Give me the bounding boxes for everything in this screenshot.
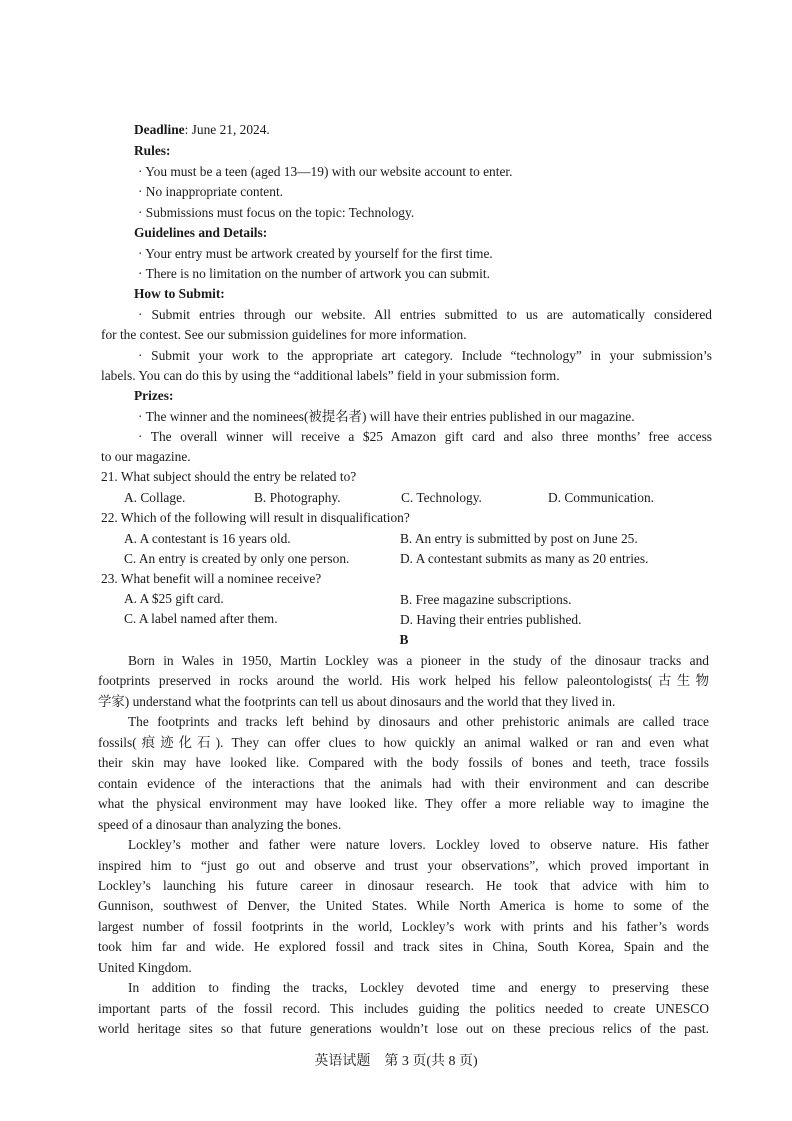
question-stem: 22. Which of the following will result in disqualification? [101, 510, 410, 525]
passage-line: what the physical environment may have looked like. They offer a more reliable way to imagine the [98, 796, 709, 811]
passage-line: largest number of fossil footprints in the world, Lockley’s work with prints and his father’s words [98, 919, 709, 934]
rule-item: · No inappropriate content. [138, 184, 284, 199]
passage-line: Lockley’s launching his future career in dinosaur research. He took that advice with him to [98, 878, 709, 893]
passage-line: speed of a dinosaur than analyzing the bones. [98, 817, 342, 832]
rules-heading: Rules: [134, 143, 171, 158]
answer-option: A. Collage. [124, 490, 186, 505]
rule-item: · You must be a teen (aged 13—19) with our website account to enter. [138, 164, 513, 179]
passage-line: fossils(痕迹化石). They can offer clues to how quickly an animal walked or ran and even what [98, 735, 709, 750]
prize-item-line: · The overall winner will receive a $25 Amazon gift card and also three months’ free access [138, 429, 712, 444]
how-item-line: · Submit your work to the appropriate art category. Include “technology” in your submission’s [138, 348, 712, 363]
answer-option: D. Having their entries published. [400, 612, 582, 627]
prize-item-line: to our magazine. [101, 449, 191, 464]
how-item-line: for the contest. See our submission guidelines for more information. [101, 327, 467, 342]
passage-line: The footprints and tracks left behind by dinosaurs and other prehistoric animals are called trace [128, 714, 709, 729]
prize-item: · The winner and the nominees(被提名者) will have their entries published in our magazine. [138, 409, 635, 424]
question-stem: 21. What subject should the entry be related to? [101, 469, 357, 484]
answer-option: C. Technology. [401, 490, 482, 505]
answer-option: B. Photography. [254, 490, 341, 505]
answer-option: B. Free magazine subscriptions. [400, 592, 572, 607]
how-heading: How to Submit: [134, 286, 225, 301]
passage-line: Gunnison, southwest of Denver, the United States. While North America is home to some of the [98, 898, 709, 913]
prizes-heading: Prizes: [134, 388, 174, 403]
passage-line: took him far and wide. He explored fossil and track sites in China, South Korea, Spain and the [98, 939, 709, 954]
passage-line: Born in Wales in 1950, Martin Lockley was a pioneer in the study of the dinosaur tracks and [128, 653, 709, 668]
answer-option: B. An entry is submitted by post on June 25. [400, 531, 638, 546]
passage-line: important parts of the fossil record. This includes guiding the politics needed to create UNESCO [98, 1001, 709, 1016]
passage-line: inspired him to “just go out and observe and trust your observations”, which proved important in [98, 858, 709, 873]
page-footer: 英语试题 第 3 页(共 8 页) [314, 1054, 478, 1069]
guideline-item: · There is no limitation on the number of artwork you can submit. [138, 266, 490, 281]
passage-line: their skin may have looked like. Compared with the body fossils of bones and teeth, trace fossils [98, 755, 709, 770]
deadline-line [134, 120, 270, 141]
passage-line: 学家) understand what the footprints can tell us about dinosaurs and the world that they lived in. [98, 694, 616, 709]
rule-item: · Submissions must focus on the topic: Technology. [138, 205, 415, 220]
guidelines-heading: Guidelines and Details: [134, 225, 268, 240]
passage-line: world heritage sites so that future generations wouldn’t lose out on these precious relics of the past. [98, 1021, 709, 1036]
answer-option: C. A label named after them. [124, 611, 278, 626]
passage-heading: B [399, 632, 409, 647]
deadline-colon: : [184, 122, 192, 137]
guideline-item: · Your entry must be artwork created by yourself for the first time. [138, 246, 493, 261]
how-item-line: labels. You can do this by using the “additional labels” field in your submission form. [101, 368, 560, 383]
question-stem: 23. What benefit will a nominee receive? [101, 571, 322, 586]
answer-option: A. A $25 gift card. [124, 591, 224, 606]
deadline-value: June 21, 2024. [191, 122, 270, 137]
passage-line: Lockley’s mother and father were nature lovers. Lockley loved to observe nature. His father [128, 837, 709, 852]
deadline-label: Deadline [134, 122, 185, 137]
passage-line: contain evidence of the interactions that the animals had with their environment and can describe [98, 776, 709, 791]
passage-line: In addition to finding the tracks, Lockley devoted time and energy to preserving these [128, 980, 709, 995]
how-item-line: · Submit entries through our website. All entries submitted to us are automatically considered [138, 307, 712, 322]
passage-line: footprints preserved in rocks around the world. His work helped his fellow paleontologists(古生物 [98, 673, 709, 688]
answer-option: C. An entry is created by only one person. [124, 551, 350, 566]
answer-option: D. A contestant submits as many as 20 entries. [400, 551, 649, 566]
answer-option: D. Communication. [548, 490, 655, 505]
passage-line: United Kingdom. [98, 960, 192, 975]
answer-option: A. A contestant is 16 years old. [124, 531, 291, 546]
